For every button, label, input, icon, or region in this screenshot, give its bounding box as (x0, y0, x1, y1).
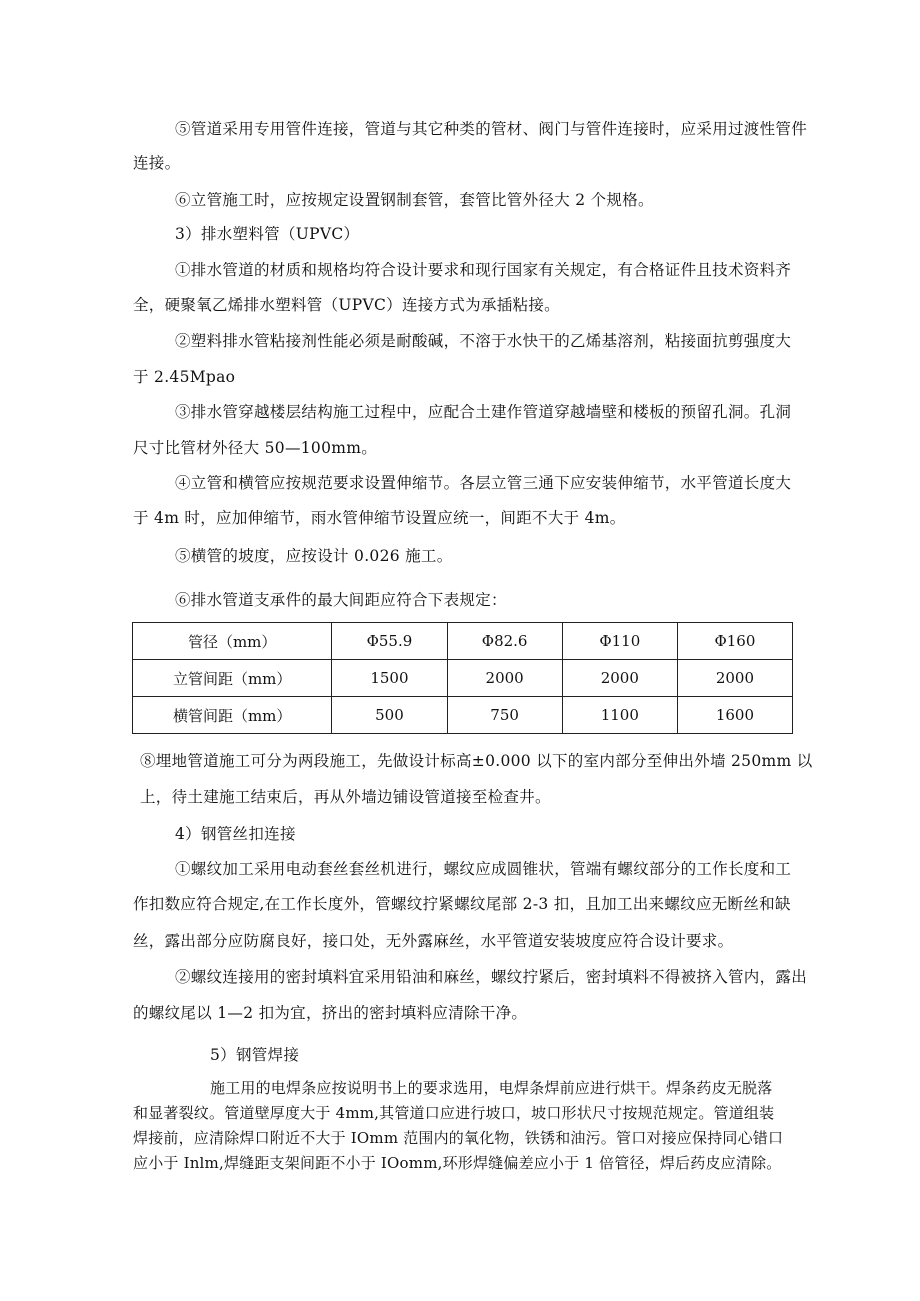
table-cell: 2000 (562, 660, 677, 697)
para-adhesive-1: ②塑料排水管粘接剂性能必须是耐酸碱，不溶于水快干的乙烯基溶剂，粘接面抗剪强度大 (175, 332, 792, 350)
para-thread-3: 丝，露出部分应防腐良好，接口处，无外露麻丝，水平管道安装坡度应符合设计要求。 (133, 932, 734, 950)
para-hole-1: ③排水管穿越楼层结构施工过程中，应配合土建作管道穿越墙壁和楼板的预留孔洞。孔洞 (175, 403, 792, 421)
table-cell: 1100 (562, 697, 677, 734)
table-header-row (133, 623, 793, 660)
para-sealant-2: 的螺纹尾以 1—2 扣为宜，挤出的密封填料应清除干净。 (133, 1004, 528, 1022)
para-joint-1: ⑤管道采用专用管件连接，管道与其它种类的管材、阀门与管件连接时，应采用过渡性管件 (175, 120, 808, 138)
para-material-2: 全，硬聚氧乙烯排水塑料管（UPVC）连接方式为承插粘接。 (133, 296, 560, 314)
table-cell: 2000 (677, 660, 792, 697)
table-row (133, 660, 793, 697)
para-buried-2: 上，待土建施工结束后，再从外墙边铺设管道接至检查井。 (140, 788, 551, 806)
para-buried-1: ⑧埋地管道施工可分为两段施工，先做设计标高±0.000 以下的室内部分至伸出外墙 250mm 以 (140, 752, 813, 770)
table-cell: 立管间距（mm） (133, 660, 332, 697)
table-cell: 500 (332, 697, 447, 734)
table-header-cell: Φ82.6 (447, 623, 562, 660)
table-row (133, 697, 793, 734)
table-header-cell: 管径（mm） (133, 623, 332, 660)
heading-thread: 4）钢管丝扣连接 (175, 825, 296, 843)
heading-welding: 5）钢管焊接 (210, 1046, 300, 1064)
para-expansion-2: 于 4m 时，应加伸缩节，雨水管伸缩节设置应统一，间距不大于 4m。 (133, 509, 626, 527)
table-cell: 1600 (677, 697, 792, 734)
table-cell: 横管间距（mm） (133, 697, 332, 734)
para-sleeve: ⑥立管施工时，应按规定设置钢制套管，套管比管外径大 2 个规格。 (175, 191, 654, 209)
para-expansion-1: ④立管和横管应按规范要求设置伸缩节。各层立管三通下应安装伸缩节，水平管道长度大 (175, 474, 792, 492)
para-support-spacing: ⑥排水管道支承件的最大间距应符合下表规定： (175, 591, 507, 609)
para-sealant-1: ②螺纹连接用的密封填料宜采用铅油和麻丝，螺纹拧紧后，密封填料不得被挤入管内，露出 (175, 968, 808, 986)
support-spacing-table (132, 622, 793, 734)
para-hole-2: 尺寸比管材外径大 50—100mm。 (133, 439, 378, 457)
table-cell: 2000 (447, 660, 562, 697)
para-thread-1: ①螺纹加工采用电动套丝套丝机进行，螺纹应成圆锥状，管端有螺纹部分的工作长度和工 (175, 860, 792, 878)
para-joint-2: 连接。 (133, 154, 181, 172)
heading-upvc: 3）排水塑料管（UPVC） (175, 225, 360, 243)
table-cell: 1500 (332, 660, 447, 697)
table-header-cell: Φ110 (562, 623, 677, 660)
para-material-1: ①排水管道的材质和规格均符合设计要求和现行国家有关规定，有合格证件且技术资料齐 (175, 261, 792, 279)
para-welding-2: 和显著裂纹。管道壁厚度大于 4mm,其管道口应进行坡口，坡口形状尺寸按规范规定。管道组装 (133, 1104, 775, 1122)
para-welding-4: 应小于 Inlm,焊缝距支架间距不小于 IOomm,环形焊缝偏差应小于 1 倍管径，焊后药皮应清除。 (133, 1154, 782, 1172)
para-welding-1: 施工用的电焊条应按说明书上的要求选用，电焊条焊前应进行烘干。焊条药皮无脱落 (210, 1079, 773, 1097)
para-adhesive-2: 于 2.45Mpao (133, 368, 236, 386)
para-thread-2: 作扣数应符合规定,在工作长度外，管螺纹拧紧螺纹尾部 2-3 扣，且加工出来螺纹应无断丝和缺 (133, 895, 791, 913)
table-cell: 750 (447, 697, 562, 734)
table-header-cell: Φ160 (677, 623, 792, 660)
table-header-cell: Φ55.9 (332, 623, 447, 660)
para-welding-3: 焊接前，应清除焊口附近不大于 IOmm 范围内的氧化物，铁锈和油污。管口对接应保持同心错口 (133, 1129, 784, 1147)
para-slope: ⑤横管的坡度，应按设计 0.026 施工。 (175, 547, 453, 565)
